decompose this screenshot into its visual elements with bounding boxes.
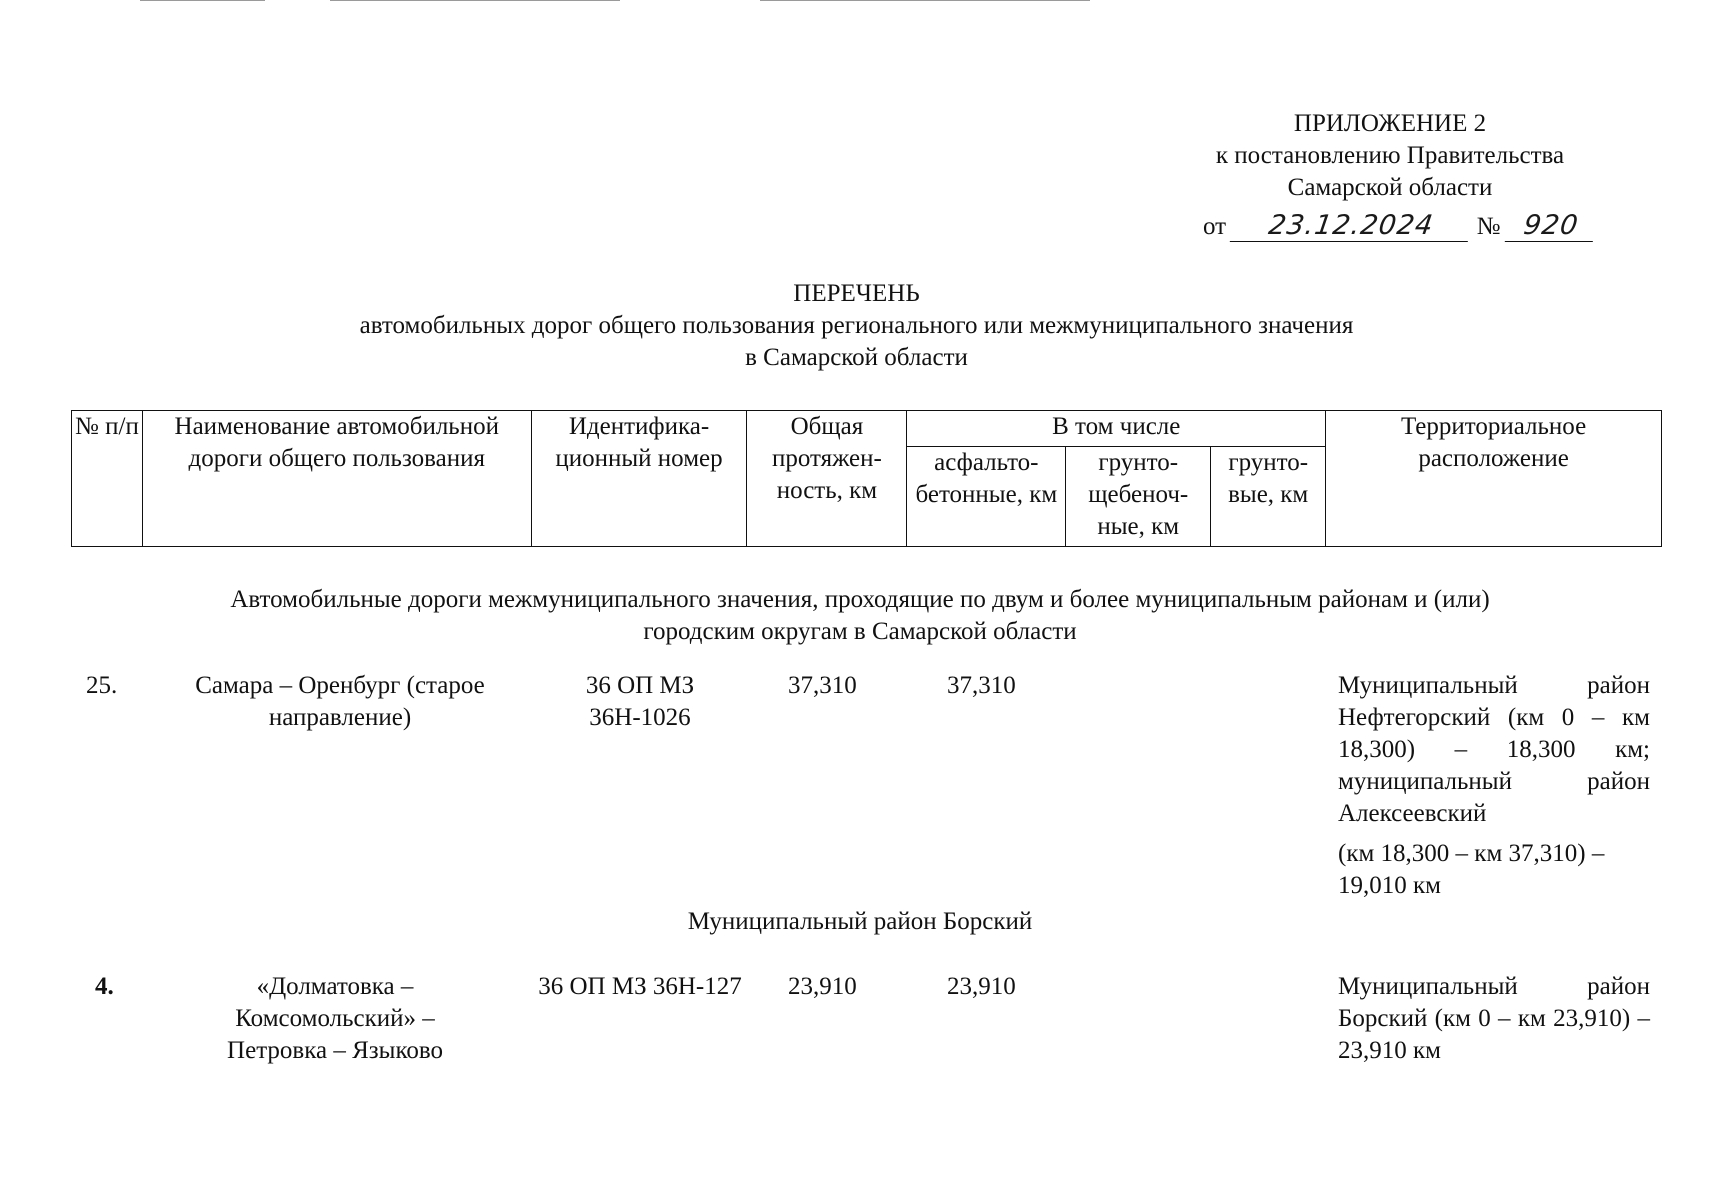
appendix-resolution: к постановлению Правительства [1215, 142, 1565, 169]
road-name: Самара – Оренбург (старое направление) [195, 672, 485, 731]
section-title-line: городским округам в Самарской области [643, 618, 1077, 645]
road-asphalt-length: 37,310 [947, 672, 1016, 699]
scan-artifact-line [760, 0, 1090, 1]
section-borsky-title: Муниципальный район Борский [687, 908, 1033, 935]
row-number: 4. [95, 973, 114, 1000]
road-asphalt-length: 23,910 [947, 973, 1016, 1000]
header-cell-gravel: грунто-щебеноч-ные, км [1066, 447, 1211, 547]
header-cell-including: В том числе [907, 411, 1326, 447]
section-title-line: Автомобильные дороги межмуниципального значения, проходящие по двум и более муниципальным районам и (или) [230, 586, 1490, 613]
header-cell-length: Общая протяжен-ность, км [747, 411, 907, 547]
header-cell-territory: Территориальное расположение [1326, 411, 1662, 547]
document-title [200, 278, 1513, 374]
road-territory: Муниципальный район Нефтегорский (км 0 – км 18,300) – 18,300 км; муниципальный район Алексеевский [1338, 672, 1650, 827]
road-id: 36 ОП МЗ 36Н-1026 [585, 672, 695, 731]
section-intermunicipal-title [120, 584, 1600, 648]
appendix-region: Самарской области [1287, 174, 1493, 201]
header-cell-dirt: грунто-вые, км [1211, 447, 1326, 547]
title-subheading: автомобильных дорог общего пользования регионального или межмуниципального значения [359, 312, 1354, 339]
appendix-title: ПРИЛОЖЕНИЕ 2 [1293, 110, 1487, 137]
title-heading: ПЕРЕЧЕНЬ [793, 280, 920, 307]
scan-artifact-line [330, 0, 620, 1]
header-cell-number: № п/п [72, 411, 143, 547]
appendix-block [1180, 108, 1600, 204]
row-number: 25. [86, 672, 118, 699]
header-cell-asphalt: асфальто-бетонные, км [907, 447, 1066, 547]
road-length: 23,910 [788, 973, 857, 1000]
appendix-date-number [1203, 210, 1595, 242]
road-territory: Муниципальный район Борский (км 0 – км 23,910) – 23,910 км [1338, 973, 1650, 1064]
date-prefix: от [1203, 213, 1227, 240]
roads-table-header [71, 410, 1662, 547]
scan-artifact-line [140, 0, 265, 1]
road-length: 37,310 [788, 672, 857, 699]
handwritten-number: 920 [1504, 210, 1596, 242]
handwritten-date: 23.12.2024 [1230, 210, 1472, 242]
header-cell-id: Идентифика-ционный номер [531, 411, 747, 547]
road-name: «Долматовка – Комсомольский» – Петровка – Языково [227, 973, 443, 1064]
header-cell-name: Наименование автомобильной дороги общего пользования [142, 411, 531, 547]
number-prefix: № [1476, 213, 1501, 240]
title-region: в Самарской области [745, 344, 968, 371]
road-id: 36 ОП МЗ 36Н-127 [538, 973, 742, 1000]
road-territory-continued: (км 18,300 – км 37,310) – 19,010 км [1338, 840, 1605, 899]
